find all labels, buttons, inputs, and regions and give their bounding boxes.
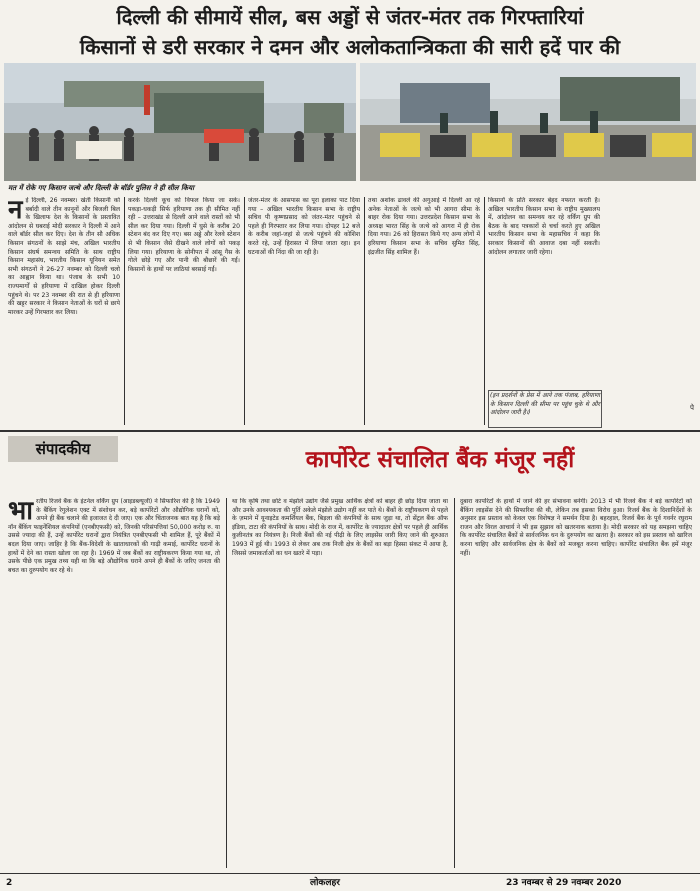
editorial-column-2 (232, 498, 448, 868)
story-text-3: जंतर-मंतर के आसपास का पूरा इलाका पाट दिया गया – अखिल भारतीय किसान सभा के राष्ट्रीय सचिव पी कृष्णप्रसाद को जंतर-मंतर पहुंचने से पहले ही गिरफ्तार कर लिया गया। दोपहर 12 बजे के करीब जहां-जहां से जत्थे पहुंचने की कोशिश करते रहे, उन्हें हिरासत में लिया जाता रहा। इन घटनाओं की निंदा की जा रही है। (248, 197, 360, 256)
story-column-1 (8, 197, 120, 425)
story-column-2 (128, 197, 240, 425)
column-divider (226, 498, 227, 868)
editorial-text-1: रतीय रिजर्व बैंक के इंटर्नल वर्किंग ग्रुप (आइडब्ल्यूजी) ने सिफारिश की है कि 1949 के बैंकिंग रेगुलेशन एक्ट में संशोधन कर, बड़े कार्पोरेटों और औद्योगिक घरानों को, अपने ही बैंक चलाने की इजाजत दे दी जाए। एक और चिंताजनक बात यह है कि बड़े नॉन बैंकिंग फाइनेंशियल कंपनियों (एनबीएफसी) को, जिनकी परिसंपत्तियां 50,000 करोड़ रु. या उससे ज्यादा की हैं, उन्हें कार्पोरेट घरानों द्वारा नियंत्रित एनबीएफसी भी शामिल हैं, पूरे बैंकों में बदल दिया जाए। जाहिर है कि बैंक-विदेशी के खाताधारकों की गाढ़ी कमाई, कार्पोरेट घरानों के हाथों में देने का रास्ता खोला जा रहा है। 1969 में जब बैंकों का राष्ट्रीयकरण किया गया था, तो उसके पीछे एक प्रमुख तथ्य यही था कि बड़े औद्योगिक घराने अपने ही बैंकों के जरिए जनता की बचत का दुरुपयोग कर रहे थे। (8, 498, 220, 574)
story-column-4 (368, 197, 480, 425)
column-divider (484, 197, 485, 425)
page-number: 2 (6, 878, 13, 888)
story-text-2: करके दिल्ली कूच को विफल किया जा सके। पकड़ा-धकड़ी सिर्फ हरियाणा तक ही सीमित नहीं रही – उत्तराखंड से दिल्ली आने वाले रास्तों को भी सील कर दिया गया। दिल्ली में घुसे के करीब 20 स्टेशन बंद कर दिए गए। बस अड्डे और रेलवे स्टेशन से भी किसान जैसे दीखने वाले लोगों को पकड़ लिया गया। हरियाणा के सोनीपत में आंसू गैस के गोले छोड़े गए और पानी की बौछारें की गईं। किसानों के हाथों पर लाठियां बरसाई गईं। (128, 197, 240, 273)
column-divider (454, 498, 455, 868)
headline-line-1: दिल्ली की सीमायें सील, बस अड्डों से जंतर-मंतर तक गिरफ्तारियां (116, 5, 584, 29)
issue-date-range: 23 नवम्बर से 29 नवम्बर 2020 (506, 878, 622, 888)
story-dropcap: न (8, 197, 23, 225)
story-column-3 (248, 197, 360, 425)
protest-photo-right (360, 63, 696, 181)
story-note-text: (इन प्रदर्शनों के प्रेस में आने तक पंजाब, हरियाणा के किसान दिल्ली की सीमा पर पहुंच चुके थे और आंदोलन जारी है।) (490, 392, 600, 417)
column-divider (364, 197, 365, 425)
story-text-4: तथा अशोक ढावले की अगुआई में दिल्ली आ रहे अनेक नेताओं के जत्थे को भी आगरा सीमा के बाहर रोक दिया गया। उत्तरप्रदेश किसान सभा के अध्यक्ष भारत सिंह के जत्थे को आगरा में ही रोक दिया गया। 26 को हिरासत किये गए अन्य लोगों में हरियाणा किसान सभा के सचिव सुमित सिंह, इंद्रजीत सिंह शामिल हैं। (368, 197, 480, 256)
editorial-text-2: था कि कृषि तथा छोटे व मंझोले उद्योग जैसे प्रमुख आर्थिक क्षेत्रों को बाहर ही छोड़ दिया जाता था और उनके आवश्यकता की पूर्ति अकेले मंझोले उद्योग नहीं कर पाते थे। बैंकों के राष्ट्रीयकरण से पहले के ज़माने में यूनाइटेड कमर्शियल बैंक, बिड़ला की कंपनियों के साथ जुड़ा था, तो सेंट्रल बैंक ऑफ इंडिया, टाटा की कंपनियों के साथ। मोदी के राज में, कार्पोरेट के ज्यादातर क्षेत्रों पर पहले ही आर्थिक कुलीनतंत्र का नियंत्रण है। निजी बैंकों की नई पीढ़ी के लिए लाइसेंस जारी किए जाने की शुरुआत 1993 में हुई थी। 1993 से लेकर अब तक निजी क्षेत्र के बैंकों का बड़ा हिस्सा संकट में आया है, जिससे जमाकर्ताओं का धन खतरे में पड़ा। (232, 498, 448, 557)
editorial-title: कार्पोरेट संचालित बैंक मंजूर नहीं (305, 447, 575, 473)
headline-line-2: किसानों से डरी सरकार ने दमन और अलोकतान्त्रिकता की सारी हदें पार की (79, 35, 621, 59)
editorial-tag: संपादकीय (8, 436, 118, 462)
photo-caption: मत में रोके गए किसान जत्थे और दिल्ली के बॉर्डर पुलिस ने ही सील किया (8, 184, 195, 192)
story-text-1: ई दिल्ली, 26 नवम्बर। खेती किसानी को बर्बादी वाले तीन कानूनों और बिजली बिल के खिलाफ देश के किसानों के प्रस्तावित आंदोलन से घबराई मोदी सरकार ने दिल्ली में आने वाले बॉर्डर सील कर दिए। देश के तीन सौ अधिक किसान संगठनों के साझे मंच, अखिल भारतीय किसान संघर्ष समन्वय समिति के साथ राष्ट्रीय किसान महासंघ, भारतीय किसान यूनियन समेत सभी संगठनों ने 26-27 नवम्बर को दिल्ली चलो का आह्वान किया था। पंजाब के सभी 10 राज्यमार्गों से हरियाणा में दाखिल होकर दिल्ली पहुंचने थे। पर 23 नवम्बर की रात से ही हरियाणा की खट्टर सरकार ने किसान नेताओं के घरों से छापे मारकर उन्हें गिरफ्तार कर लिया। (8, 197, 120, 316)
editorial-column-3 (460, 498, 692, 868)
adjacent-page-fragment: पे (690, 404, 694, 412)
story-text-5: किसानों के प्रति सरकार बेहद नफरत करती है। अखिल भारतीय किसान सभा के राष्ट्रीय मुख्यालय में, आंदोलन का समन्वय कर रहे वर्किंग ग्रुप की बैठक के बाद पत्रकारों से चर्चा करते हुए अखिल भारतीय किसान सभा के महासचिव ने कहा कि सरकार किसानों की आवाज दबा नहीं सकती। आंदोलन लगातार जारी रहेगा। (488, 197, 600, 256)
editorial-text-3: दुबारा कार्पोरेटों के हाथों में जाने की हर संभावना बनेगी। 2013 में भी रिजर्व बैंक ने बड़े कार्पोरेटों को बैंकिंग लाइसेंस देने की सिफारिश की थी, लेकिन तब इसका विरोध हुआ। रिजर्व बैंक के दिशानिर्देशों के अनुसार इस प्रस्ताव को केवल एक विशेषज्ञ ने समर्थन दिया है। बहरहाल, रिजर्व बैंक के पूर्व गवर्नर रघुराम राजन और विरल आचार्य ने भी इस सुझाव को खतरनाक बताया है। मोदी सरकार को यह समझना चाहिए कि कार्पोरेट संचालित बैंकों से सार्वजनिक धन के दुरुपयोग का खतरा है। सरकार को इस प्रस्ताव को खारिज करना चाहिए और सार्वजनिक क्षेत्र के बैंकों को मजबूत करना चाहिए। कार्पोरेट संचालित बैंक हमें मंजूर नहीं। (460, 498, 692, 557)
editorial-dropcap: भा (8, 498, 34, 526)
story-footnote (488, 390, 602, 428)
protest-photo-left (4, 63, 356, 181)
editorial-column-1 (8, 498, 220, 868)
story-column-5 (488, 197, 600, 387)
column-divider (244, 197, 245, 425)
footer-rule (0, 873, 700, 874)
column-divider (124, 197, 125, 425)
section-divider (0, 430, 700, 432)
paper-name: लोकलहर (310, 878, 340, 888)
